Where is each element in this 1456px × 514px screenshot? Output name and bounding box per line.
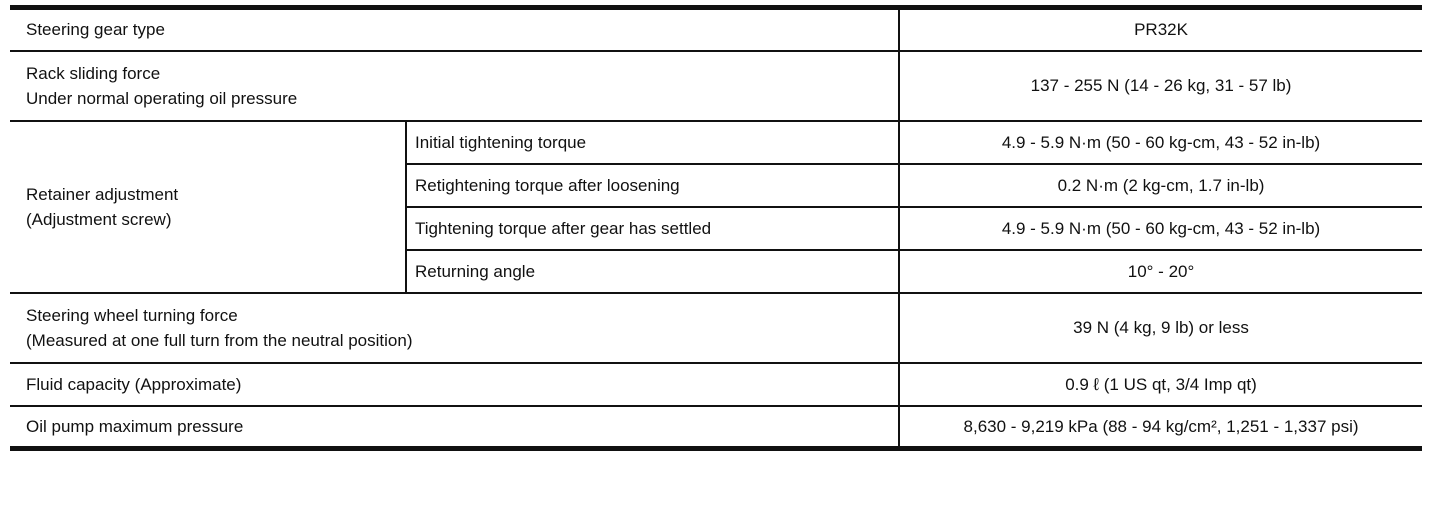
retainer-sub-label: Retightening torque after loosening [406,164,899,207]
table-row [10,363,1422,406]
retainer-sub-label: Tightening torque after gear has settled [406,207,899,250]
wheel-force-label-line2: (Measured at one full turn from the neutral position) [26,330,413,350]
wheel-force-value: 39 N (4 kg, 9 lb) or less [899,293,1422,363]
rack-force-label-line2: Under normal operating oil pressure [26,88,298,108]
fluid-capacity-value: 0.9 ℓ (1 US qt, 3/4 Imp qt) [899,363,1422,406]
retainer-sub-label: Initial tightening torque [406,121,899,164]
retainer-label-line1: Retainer adjustment [26,184,179,204]
retainer-sub-value: 4.9 - 5.9 N·m (50 - 60 kg-cm, 43 - 52 in-lb) [899,121,1422,164]
rack-force-label [10,51,899,121]
retainer-label-line2: (Adjustment screw) [26,209,172,229]
table-row [10,8,1422,51]
table-row [10,406,1422,449]
specification-table [10,5,1422,451]
wheel-force-label-line1: Steering wheel turning force [26,305,238,325]
rack-force-value: 137 - 255 N (14 - 26 kg, 31 - 57 lb) [899,51,1422,121]
wheel-force-label [10,293,899,363]
retainer-sub-value: 4.9 - 5.9 N·m (50 - 60 kg-cm, 43 - 52 in-lb) [899,207,1422,250]
table-row [10,51,1422,121]
retainer-sub-value: 10° - 20° [899,250,1422,293]
retainer-sub-label: Returning angle [406,250,899,293]
retainer-sub-value: 0.2 N·m (2 kg-cm, 1.7 in-lb) [899,164,1422,207]
table-row [10,293,1422,363]
pump-pressure-label: Oil pump maximum pressure [10,406,899,449]
pump-pressure-value: 8,630 - 9,219 kPa (88 - 94 kg/cm², 1,251 - 1,337 psi) [899,406,1422,449]
fluid-capacity-label: Fluid capacity (Approximate) [10,363,899,406]
gear-type-value: PR32K [899,8,1422,51]
table-row [10,121,1422,164]
retainer-label [10,121,406,293]
gear-type-label: Steering gear type [10,8,899,51]
rack-force-label-line1: Rack sliding force [26,63,161,83]
